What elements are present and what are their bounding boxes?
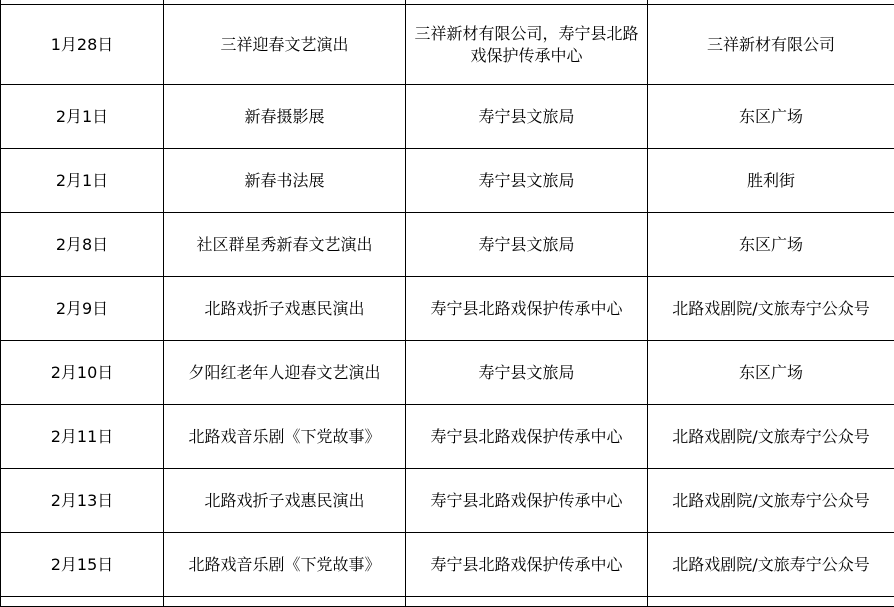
table-row [1,277,894,341]
organizer-cell: 三祥新材有限公司，寿宁县北路戏保护传承中心 [406,5,648,85]
location-cell: 东区广场 [648,213,894,277]
date-cell: 2月15日 [1,533,164,597]
table-row [1,213,894,277]
event-name-cell: 新春摄影展 [164,85,406,149]
date-cell: 2月1日 [1,149,164,213]
location-cell: 北路戏剧院/文旅寿宁公众号 [648,277,894,341]
table-row [1,5,894,85]
date-cell: 2月10日 [1,341,164,405]
location-cell: 北路戏剧院/文旅寿宁公众号 [648,533,894,597]
date-cell: 2月13日 [1,469,164,533]
location-cell: 北路戏剧院/文旅寿宁公众号 [648,469,894,533]
table-row-partial-bottom [1,597,894,607]
table-cell [1,597,164,607]
table-row [1,341,894,405]
location-cell: 东区广场 [648,85,894,149]
organizer-cell: 寿宁县北路戏保护传承中心 [406,277,648,341]
location-cell: 三祥新材有限公司 [648,5,894,85]
event-name-cell: 北路戏音乐剧《下党故事》 [164,533,406,597]
location-cell: 胜利街 [648,149,894,213]
event-name-cell: 夕阳红老年人迎春文艺演出 [164,341,406,405]
organizer-cell: 寿宁县文旅局 [406,149,648,213]
date-cell: 2月11日 [1,405,164,469]
event-name-cell: 三祥迎春文艺演出 [164,5,406,85]
event-name-cell: 新春书法展 [164,149,406,213]
event-name-cell: 北路戏折子戏惠民演出 [164,469,406,533]
table-row [1,85,894,149]
event-name-cell: 北路戏折子戏惠民演出 [164,277,406,341]
table-cell [164,597,406,607]
organizer-cell: 寿宁县文旅局 [406,341,648,405]
date-cell: 2月9日 [1,277,164,341]
organizer-cell: 寿宁县北路戏保护传承中心 [406,469,648,533]
event-name-cell: 社区群星秀新春文艺演出 [164,213,406,277]
table-row [1,405,894,469]
organizer-cell: 寿宁县文旅局 [406,85,648,149]
location-cell: 北路戏剧院/文旅寿宁公众号 [648,405,894,469]
table-row [1,469,894,533]
event-table-body [1,0,894,607]
table-row [1,149,894,213]
event-name-cell: 北路戏音乐剧《下党故事》 [164,405,406,469]
date-cell: 2月8日 [1,213,164,277]
table-cell [648,597,894,607]
organizer-cell: 寿宁县北路戏保护传承中心 [406,533,648,597]
organizer-cell: 寿宁县文旅局 [406,213,648,277]
date-cell: 1月28日 [1,5,164,85]
table-cell [406,597,648,607]
organizer-cell: 寿宁县北路戏保护传承中心 [406,405,648,469]
location-cell: 东区广场 [648,341,894,405]
table-row [1,533,894,597]
date-cell: 2月1日 [1,85,164,149]
